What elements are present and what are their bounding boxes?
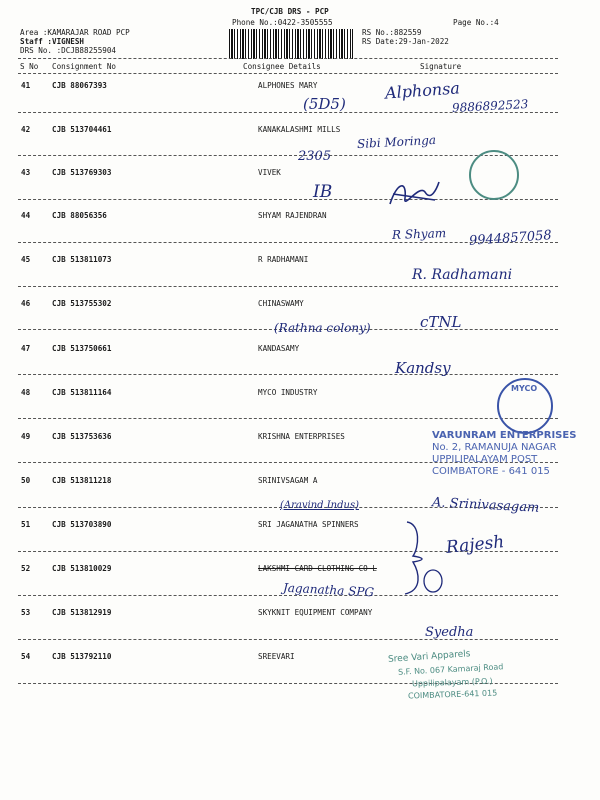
- column-header-consignee: Consignee Details: [243, 62, 321, 71]
- row-consignee: SHYAM RAJENDRAN: [258, 211, 327, 220]
- row-consignee: SRINIVSAGAM A: [258, 476, 318, 485]
- scribbled-signature: [385, 176, 443, 212]
- row-consignee: KANAKALASHMI MILLS: [258, 125, 341, 134]
- row-sno: 45: [21, 255, 31, 264]
- area-field: Area :KAMARAJAR ROAD PCP: [20, 28, 130, 37]
- row-divider: [18, 199, 558, 200]
- row-consignee: CHINASWAMY: [258, 299, 304, 308]
- row-sno: 49: [21, 432, 31, 441]
- barcode: [229, 29, 353, 59]
- handwritten-note: 2305: [298, 149, 332, 164]
- column-header-sno: S No: [20, 62, 39, 71]
- row-consignment: CJB 513812919: [52, 608, 112, 617]
- row-sno: 42: [21, 125, 31, 134]
- varunram-stamp-line: VARUNRAM ENTERPRISES: [432, 430, 577, 441]
- row-consignee: MYCO INDUSTRY: [258, 388, 318, 397]
- row-consignment: CJB 513704461: [52, 125, 112, 134]
- row-sno: 46: [21, 299, 31, 308]
- handwritten-signature: cTNL: [420, 313, 462, 331]
- row-sno: 53: [21, 608, 31, 617]
- page-number: Page No.:4: [453, 18, 499, 27]
- row-consignee: KANDASAMY: [258, 344, 300, 353]
- row-divider: [18, 374, 558, 375]
- drs-number: DRS No. :DCJB88255904: [20, 46, 117, 55]
- handwritten-phone: 9886892523: [451, 97, 529, 115]
- document-title: TPC/CJB DRS - PCP: [251, 7, 329, 16]
- sreevari-stamp-line: S.F. No. 067 Kamaraj Road: [397, 662, 504, 677]
- company-seal-stamp: [469, 150, 519, 200]
- row-consignment: CJB 513811218: [52, 476, 112, 485]
- rs-number: RS No.:882559: [362, 28, 422, 37]
- row-sno: 48: [21, 388, 31, 397]
- staff-field: Staff :VIGNESH: [20, 37, 85, 46]
- column-header-consignment: Consignment No: [52, 62, 117, 71]
- circled-mark: [422, 568, 444, 594]
- row-sno: 43: [21, 168, 31, 177]
- row-divider: [18, 595, 558, 596]
- row-divider: [18, 418, 558, 419]
- row-consignee: SRI JAGANATHA SPINNERS: [258, 520, 359, 529]
- row-consignee: SREEVARI: [258, 652, 295, 661]
- sreevari-stamp-line: Sree Vari Apparels: [387, 649, 471, 665]
- handwritten-signature: A. Srinivasagam: [431, 495, 540, 516]
- handwritten-signature: Rajesh: [445, 532, 506, 558]
- handwritten-signature: Alphonsa: [384, 78, 461, 103]
- column-header-signature: Signature: [420, 62, 462, 71]
- handwritten-signature: R. Radhamani: [412, 267, 513, 283]
- handwritten-note: (Rathna colony): [274, 321, 371, 335]
- handwritten-signature: Kandsy: [395, 359, 451, 377]
- row-consignee: KRISHNA ENTERPRISES: [258, 432, 345, 441]
- row-consignee: LAKSHMI CARD CLOTHING CO L: [258, 564, 377, 573]
- header-divider-bottom: [18, 73, 558, 74]
- row-consignee: SKYKNIT EQUIPMENT COMPANY: [258, 608, 373, 617]
- row-consignee: ALPHONES MARY: [258, 81, 318, 90]
- row-sno: 54: [21, 652, 31, 661]
- row-sno: 50: [21, 476, 31, 485]
- sreevari-stamp-line: Uppilipalayam (P.O.): [411, 676, 493, 689]
- myco-stamp-text: MYCO: [511, 384, 538, 393]
- row-consignment: CJB 513750661: [52, 344, 112, 353]
- row-consignee: VIVEK: [258, 168, 281, 177]
- varunram-stamp-line: COIMBATORE - 641 015: [432, 466, 550, 477]
- row-sno: 47: [21, 344, 31, 353]
- row-consignment: CJB 88056356: [52, 211, 107, 220]
- row-sno: 44: [21, 211, 31, 220]
- handwritten-note: (5D5): [303, 95, 346, 113]
- row-sno: 51: [21, 520, 31, 529]
- row-consignment: CJB 513810029: [52, 564, 112, 573]
- handwritten-signature: R Shyam: [391, 226, 447, 242]
- handwritten-note: IB: [313, 182, 333, 202]
- handwritten-signature: Sibi Moringa: [356, 132, 437, 152]
- row-consignment: CJB 88067393: [52, 81, 107, 90]
- row-consignment: CJB 513811164: [52, 388, 112, 397]
- row-sno: 41: [21, 81, 31, 90]
- row-consignment: CJB 513811073: [52, 255, 112, 264]
- varunram-stamp-line: No. 2, RAMANUJA NAGAR: [432, 442, 557, 453]
- row-consignee: R RADHAMANI: [258, 255, 309, 264]
- handwritten-note: Jaganatha SPG: [282, 580, 375, 600]
- row-divider: [18, 286, 558, 287]
- phone-number: Phone No.:0422-3505555: [232, 18, 333, 27]
- row-consignment: CJB 513792110: [52, 652, 112, 661]
- handwritten-signature: Syedha: [425, 625, 474, 640]
- varunram-stamp-line: UPPILIPALAYAM POST: [432, 454, 538, 465]
- sreevari-stamp-line: COIMBATORE-641 015: [407, 688, 498, 701]
- row-consignment: CJB 513769303: [52, 168, 112, 177]
- row-sno: 52: [21, 564, 31, 573]
- row-consignment: CJB 513703890: [52, 520, 112, 529]
- row-consignment: CJB 513753636: [52, 432, 112, 441]
- row-consignment: CJB 513755302: [52, 299, 112, 308]
- handwritten-phone: 9944857058: [468, 228, 553, 249]
- myco-seal-stamp: [497, 378, 553, 434]
- header-divider-top: [18, 58, 558, 59]
- rs-date: RS Date:29-Jan-2022: [362, 37, 449, 46]
- row-divider: [18, 639, 558, 640]
- handwritten-note: (Aravind Indus): [280, 500, 359, 511]
